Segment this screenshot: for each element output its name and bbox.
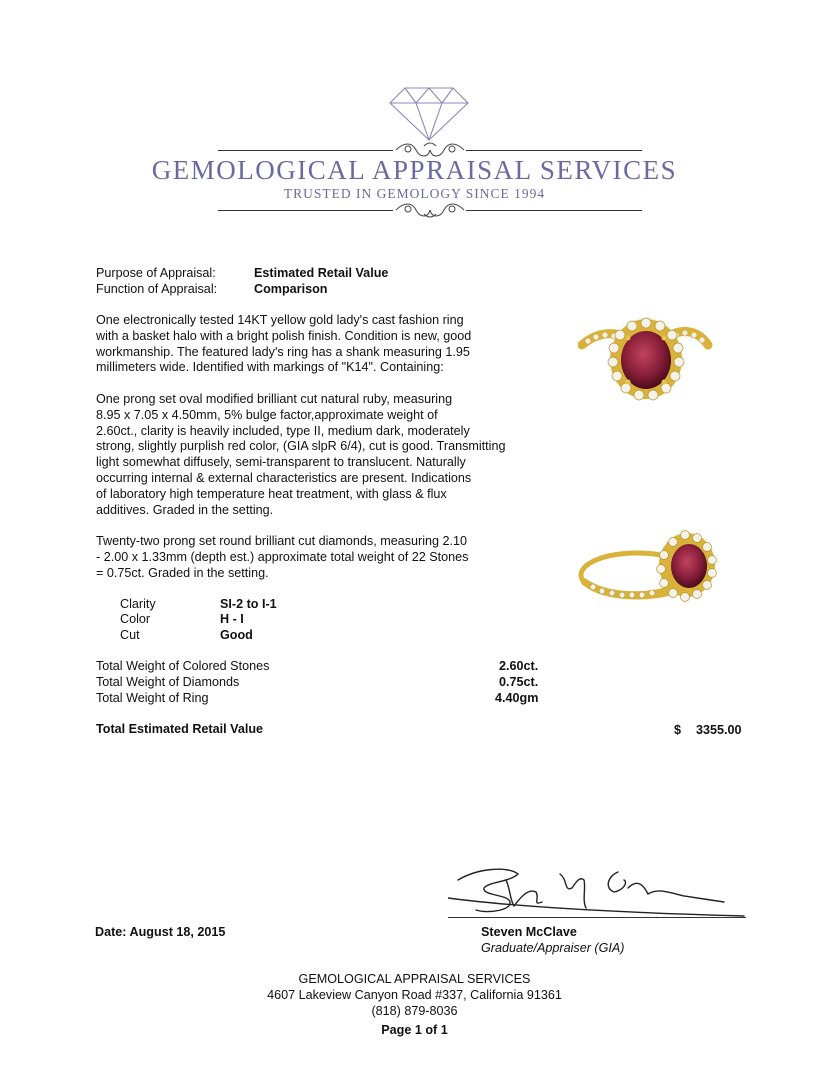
ring-description-line: workmanship. The featured lady's ring has a shank measuring 1.95 [96,344,470,359]
ring-description [96,313,546,376]
signature-line [448,917,746,918]
ruby-description-line: light somewhat diffusely, semi-transparent to translucent. Naturally [96,455,466,470]
ruby-description-line: of laboratory high temperature heat treatment, with glass & flux [96,486,447,501]
total-currency: $ [674,723,682,737]
page-number: Page 1 of 1 [381,1023,448,1037]
weight-ring-label: Total Weight of Ring [96,691,209,705]
header-rule-bottom-left [218,210,393,211]
grade-clarity-value: SI-2 to I-1 [220,597,277,611]
weight-diamonds-label: Total Weight of Diamonds [96,675,240,689]
ruby-description-line: One prong set oval modified brilliant cut natural ruby, measuring [96,392,453,406]
ruby-description-line: additives. Graded in the setting. [96,502,274,517]
grade-color-label: Color [120,612,151,626]
purpose-value: Estimated Retail Value [254,266,389,280]
diamond-outline-icon [388,86,470,142]
company-tagline: TRUSTED IN GEMOLOGY SINCE 1994 [283,186,546,201]
purpose-label: Purpose of Appraisal: [96,266,216,280]
weight-diamonds-value: 0.75ct. [499,675,539,689]
flourish-ornament-bottom [394,200,466,220]
function-value: Comparison [254,282,328,296]
ruby-description-line: 2.60ct., clarity is heavily included, type II, medium dark, moderately [96,423,470,438]
ring-front-view-image [578,305,713,405]
ring-side-view-image [575,525,720,605]
appraiser-signature-image [448,858,748,922]
grade-clarity-label: Clarity [120,597,156,611]
ruby-description-line: occurring internal & external characteristics are present. Indications [96,470,472,485]
diamond-description [96,534,546,581]
header-rule-top-left [218,150,393,151]
function-label: Function of Appraisal: [96,282,218,296]
total-value-label: Total Estimated Retail Value [96,722,264,736]
total-amount: 3355.00 [696,723,742,737]
appraisal-date: Date: August 18, 2015 [95,925,226,939]
grade-color-value: H - I [220,612,244,626]
ruby-description-line: strong, slightly purplish red color, (GIA slpR 6/4), cut is good. Transmitting [96,439,506,454]
ring-description-line: millimeters wide. Identified with markings of "K14". Containing: [96,360,444,375]
footer-address: 4607 Lakeview Canyon Road #337, California 91361 [267,988,562,1002]
company-name: GEMOLOGICAL APPRAISAL SERVICES [151,155,678,185]
footer-company: GEMOLOGICAL APPRAISAL SERVICES [298,972,531,986]
footer-phone: (818) 879-8036 [371,1004,458,1018]
header-rule-bottom-right [466,210,642,211]
appraiser-title: Graduate/Appraiser (GIA) [481,941,625,955]
diamond-description-line: = 0.75ct. Graded in the setting. [96,565,269,580]
ring-description-line: One electronically tested 14KT yellow gold lady's cast fashion ring [96,313,464,327]
ring-description-line: with a basket halo with a bright polish finish. Condition is new, good [96,328,472,343]
ruby-description-line: 8.95 x 7.05 x 4.50mm, 5% bulge factor,approximate weight of [96,407,438,422]
weight-colored-stones-value: 2.60ct. [499,659,539,673]
diamond-description-line: - 2.00 x 1.33mm (depth est.) approximate total weight of 22 Stones [96,549,469,564]
weight-colored-stones-label: Total Weight of Colored Stones [96,659,270,673]
grade-cut-label: Cut [120,628,140,642]
ruby-description [96,392,546,518]
appraiser-name: Steven McClave [481,925,577,939]
diamond-description-line: Twenty-two prong set round brilliant cut diamonds, measuring 2.10 [96,534,468,548]
grade-cut-value: Good [220,628,253,642]
header-rule-top-right [466,150,642,151]
weight-ring-value: 4.40gm [495,691,539,705]
